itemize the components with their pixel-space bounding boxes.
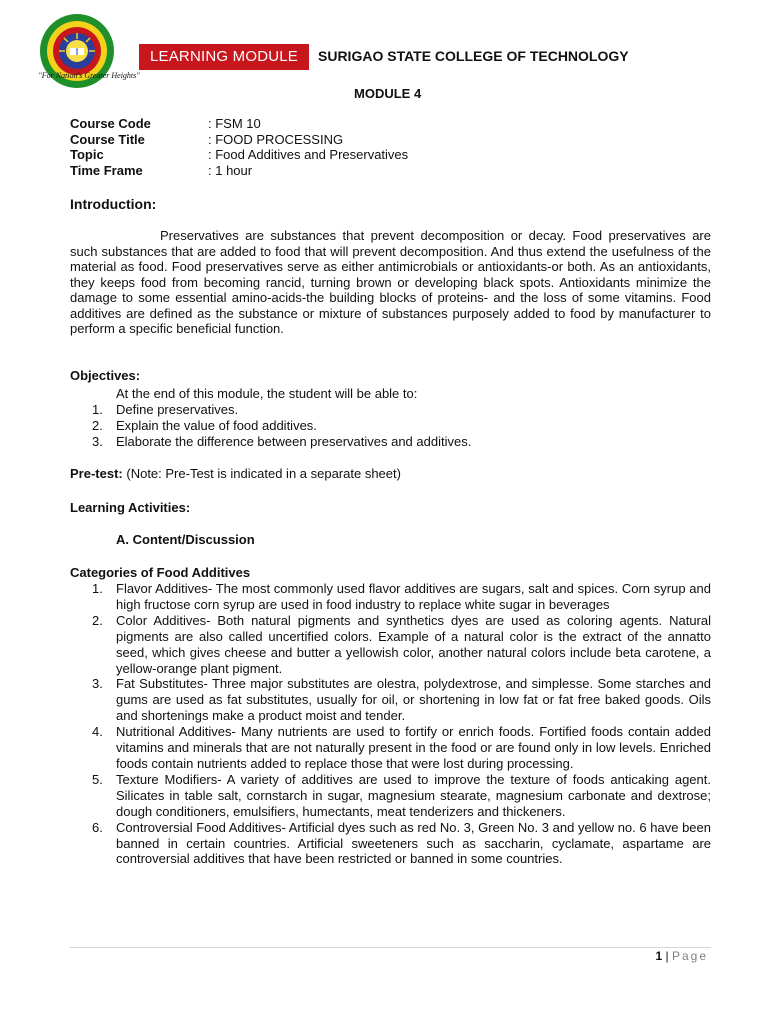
course-title-label: Course Title [70,131,145,147]
list-item [70,402,711,418]
list-text: Flavor Additives- The most commonly used flavor additives are sugars, salt and spices. Corn syrup and high fructose corn syrup are used in food industry to replace white sugar in beverages [116,581,711,612]
list-number: 3. [92,433,103,449]
course-info-row [70,163,408,179]
page-label: Page [671,949,708,963]
list-number: 1. [92,402,103,417]
learning-module-badge: LEARNING MODULE [139,44,309,70]
topic-value: : Food Additives and Preservatives [208,147,409,162]
list-item [70,724,711,772]
list-text: Fat Substitutes- Three major substitutes are olestra, polydextrose, and simplesse. Some starches and gums are used as fat substitutes, usually for oil, or shortening in low fat or fat free baked goods. Oils and shortenings make a product moist and tender. [116,676,711,724]
list-item [70,820,711,868]
list-number: 2. [92,417,103,433]
list-text: Controversial Food Additives- Artificial dyes such as red No. 3, Green No. 3 and yellow no. 6 have been banned in certain countries. Artificial sweeteners such as saccharin, cyclamate, aspartame are controversial additives that have been restricted or banned in some countries. [116,819,711,867]
list-item [70,613,711,677]
course-code-label: Course Code [70,116,151,131]
list-item [70,418,711,434]
list-number: 3. [92,676,103,692]
list-text: Elaborate the difference between preservatives and additives. [116,433,472,449]
time-frame-label: Time Frame [70,162,143,178]
course-info-row [70,147,408,163]
list-item [70,434,711,450]
course-info-row [70,132,408,148]
introduction-heading: Introduction: [70,196,157,212]
course-info-row [70,116,408,132]
list-text: Nutritional Additives- Many nutrients are used to fortify or enrich foods. Fortified foods contain added vitamins and minerals that are not naturally present in the food or are found only in low levels. Enriched foods contain nutrients added to replace those that were lost during processing. [116,724,711,771]
page-number: 1 [655,949,663,963]
list-item [70,581,711,613]
college-name: SURIGAO STATE COLLEGE OF TECHNOLOGY [318,48,629,64]
list-number: 6. [92,819,103,835]
page-footer [655,949,708,963]
list-text: Texture Modifiers- A variety of additives are used to improve the texture of foods anticaking agent. Silicates in table salt, cornstarch in sugar, magnesium stearate, magnesium carbonate and dextrose; dough conditioners, emulsifiers, humectants, meat tenderizers and thickeners. [116,771,711,819]
list-item [70,676,711,724]
course-code-value: : FSM 10 [208,116,261,131]
page-separator: | [662,949,672,963]
course-info-block [70,116,408,178]
list-number: 4. [92,724,103,740]
objectives-list [70,402,711,449]
pretest-label: Pre-test: [70,466,123,481]
list-number: 2. [92,612,103,628]
pretest-note: (Note: Pre-Test is indicated in a separate sheet) [126,466,401,481]
college-seal-logo [34,12,120,98]
objectives-heading: Objectives: [70,368,141,383]
list-text: Color Additives- Both natural pigments and synthetics dyes are used as coloring agents. Natural pigments are also called uncertified colors. Example of a natural color is the extract of the annatto seed, which gives cheese and butter a yellowish color, another natural colors include beta carotene, a yellow-orange plant pigment. [116,612,711,676]
list-number: 1. [92,581,103,596]
list-number: 5. [92,771,103,787]
list-text: Define preservatives. [116,402,239,417]
content-discussion-heading: A. Content/Discussion [116,532,255,547]
footer-divider [70,947,711,948]
categories-heading: Categories of Food Additives [70,565,251,580]
college-slogan: "For Nation's Greater Heights" [38,71,140,80]
objectives-lead: At the end of this module, the student will be able to: [116,386,418,401]
time-frame-value: : 1 hour [208,162,253,178]
module-number: MODULE 4 [354,86,422,101]
categories-list [70,581,711,867]
pretest-line [70,466,401,481]
learning-activities-heading: Learning Activities: [70,500,191,515]
list-item [70,772,711,820]
list-text: Explain the value of food additives. [116,417,317,433]
course-title-value: : FOOD PROCESSING [208,131,344,147]
introduction-paragraph: Preservatives are substances that prevent decomposition or decay. Food preservatives are such substances that are added to food that will prevent decomposition. And thus extend the usefulness of the material as food. Food preservatives serve as either antimicrobials or antioxidants-or both. As an antioxidants, they keeps food from becoming rancid, turning brown or developing black spots. Antioxidants minimize the damage to some essential amino-acids-the building blocks of proteins- and the loss of some vitamins. Food additives are defined as the substance or mixture of substances purposely added to food by manufacturer to perform a specific beneficial function. [70,228,711,336]
topic-label: Topic [70,147,104,162]
